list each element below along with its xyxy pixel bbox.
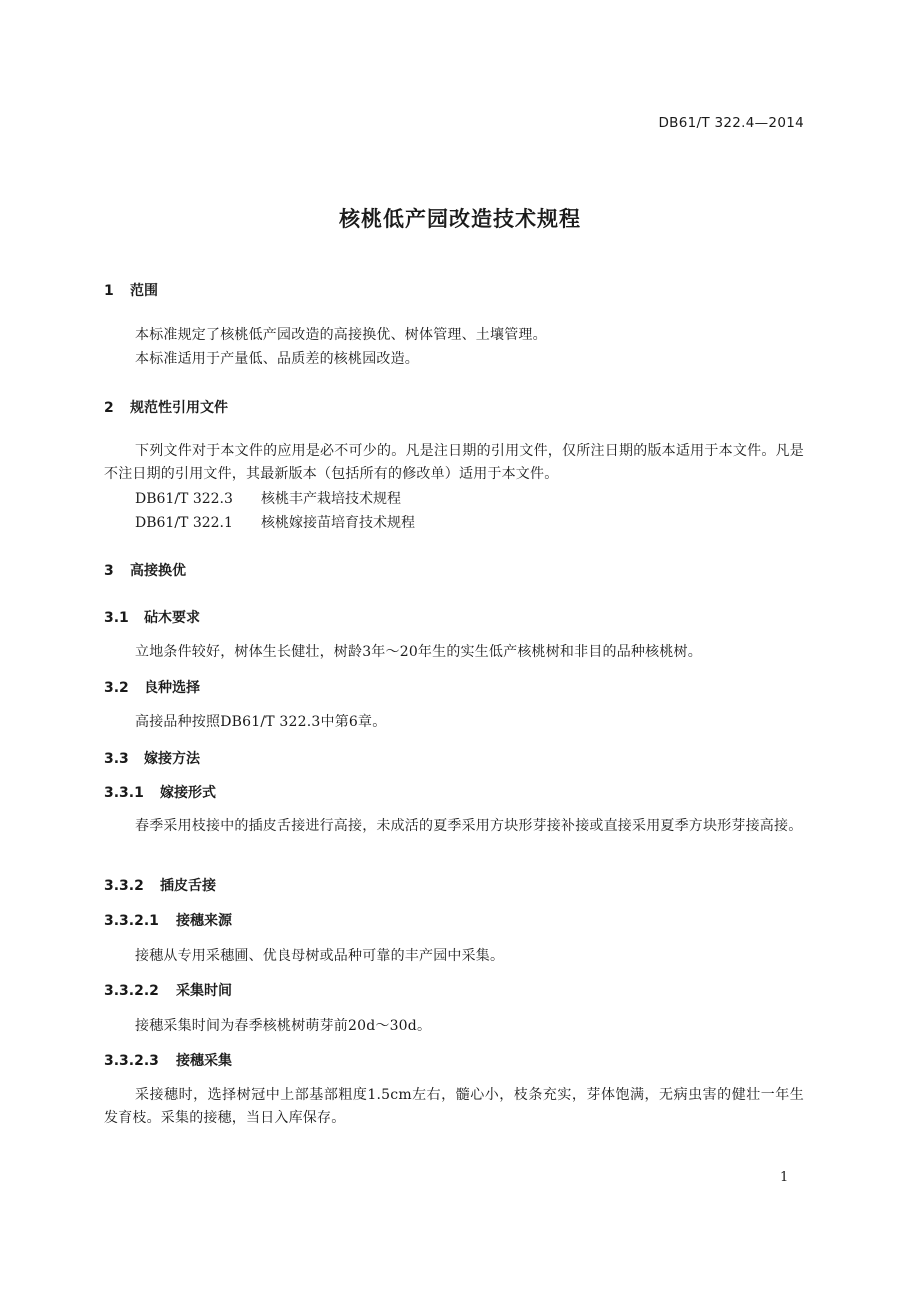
paragraph: 下列文件对于本文件的应用是必不可少的。凡是注日期的引用文件，仅所注日期的版本适用于本文件。凡是不注日期的引用文件，其最新版本（包括所有的修改单）适用于本文件。 <box>104 443 804 482</box>
section-number: 3.3.2.1 <box>104 913 159 929</box>
standard-code: DB61/T 322.4—2014 <box>658 115 804 131</box>
reference-item <box>135 512 415 532</box>
section-number: 3 <box>104 563 114 579</box>
section-title: 良种选择 <box>144 680 200 696</box>
paragraph: 接穗采集时间为春季核桃树萌芽前20d～30d。 <box>135 1018 432 1034</box>
paragraph: 春季采用枝接中的插皮舌接进行高接，未成活的夏季采用方块形芽接补接或直接采用夏季方块形芽接高接。 <box>135 818 803 834</box>
paragraph: 高接品种按照DB61/T 322.3中第6章。 <box>135 714 387 730</box>
section-number: 3.2 <box>104 680 129 696</box>
section-3-1-heading <box>104 607 200 627</box>
reference-code: DB61/T 322.1 <box>135 515 233 531</box>
section-title: 采集时间 <box>176 983 232 999</box>
reference-item <box>135 488 401 508</box>
section-3-2-heading <box>104 677 200 697</box>
section-title: 规范性引用文件 <box>130 400 228 416</box>
reference-code: DB61/T 322.3 <box>135 491 233 507</box>
section-3-3-1-heading <box>104 782 216 802</box>
section-number: 3.1 <box>104 610 129 626</box>
section-number: 3.3.1 <box>104 785 144 801</box>
reference-name: 核桃丰产栽培技术规程 <box>261 491 401 507</box>
section-title: 高接换优 <box>130 563 186 579</box>
section-3-heading <box>104 560 186 580</box>
section-3-3-2-1-heading <box>104 910 232 930</box>
section-title: 插皮舌接 <box>160 878 216 894</box>
section-number: 1 <box>104 283 114 299</box>
reference-name: 核桃嫁接苗培育技术规程 <box>261 515 415 531</box>
section-2-heading <box>104 397 228 417</box>
section-number: 3.3.2.3 <box>104 1053 159 1069</box>
paragraph: 接穗从专用采穗圃、优良母树或品种可靠的丰产园中采集。 <box>135 948 505 964</box>
section-3-3-2-3-heading <box>104 1050 232 1070</box>
paragraph: 采接穗时，选择树冠中上部基部粗度1.5cm左右，髓心小，枝条充实，芽体饱满，无病虫害的健壮一年生发育枝。采集的接穗，当日入库保存。 <box>104 1087 804 1126</box>
section-title: 嫁接形式 <box>160 785 216 801</box>
paragraph: 本标准规定了核桃低产园改造的高接换优、树体管理、土壤管理。 <box>135 327 547 343</box>
section-number: 3.3.2.2 <box>104 983 159 999</box>
section-title: 砧木要求 <box>144 610 200 626</box>
section-3-3-heading <box>104 748 200 768</box>
section-title: 接穗来源 <box>176 913 232 929</box>
section-title: 范围 <box>130 283 158 299</box>
section-1-heading <box>104 280 158 300</box>
section-number: 3.3 <box>104 751 129 767</box>
section-3-3-2-heading <box>104 875 216 895</box>
paragraph: 本标准适用于产量低、品质差的核桃园改造。 <box>135 351 419 367</box>
page-number: 1 <box>780 1170 789 1185</box>
paragraph: 立地条件较好，树体生长健壮，树龄3年～20年生的实生低产核桃树和非目的品种核桃树。 <box>135 644 702 660</box>
section-title: 接穗采集 <box>176 1053 232 1069</box>
section-title: 嫁接方法 <box>144 751 200 767</box>
section-number: 2 <box>104 400 114 416</box>
section-3-3-2-2-heading <box>104 980 232 1000</box>
section-number: 3.3.2 <box>104 878 144 894</box>
document-title: 核桃低产园改造技术规程 <box>339 207 581 231</box>
